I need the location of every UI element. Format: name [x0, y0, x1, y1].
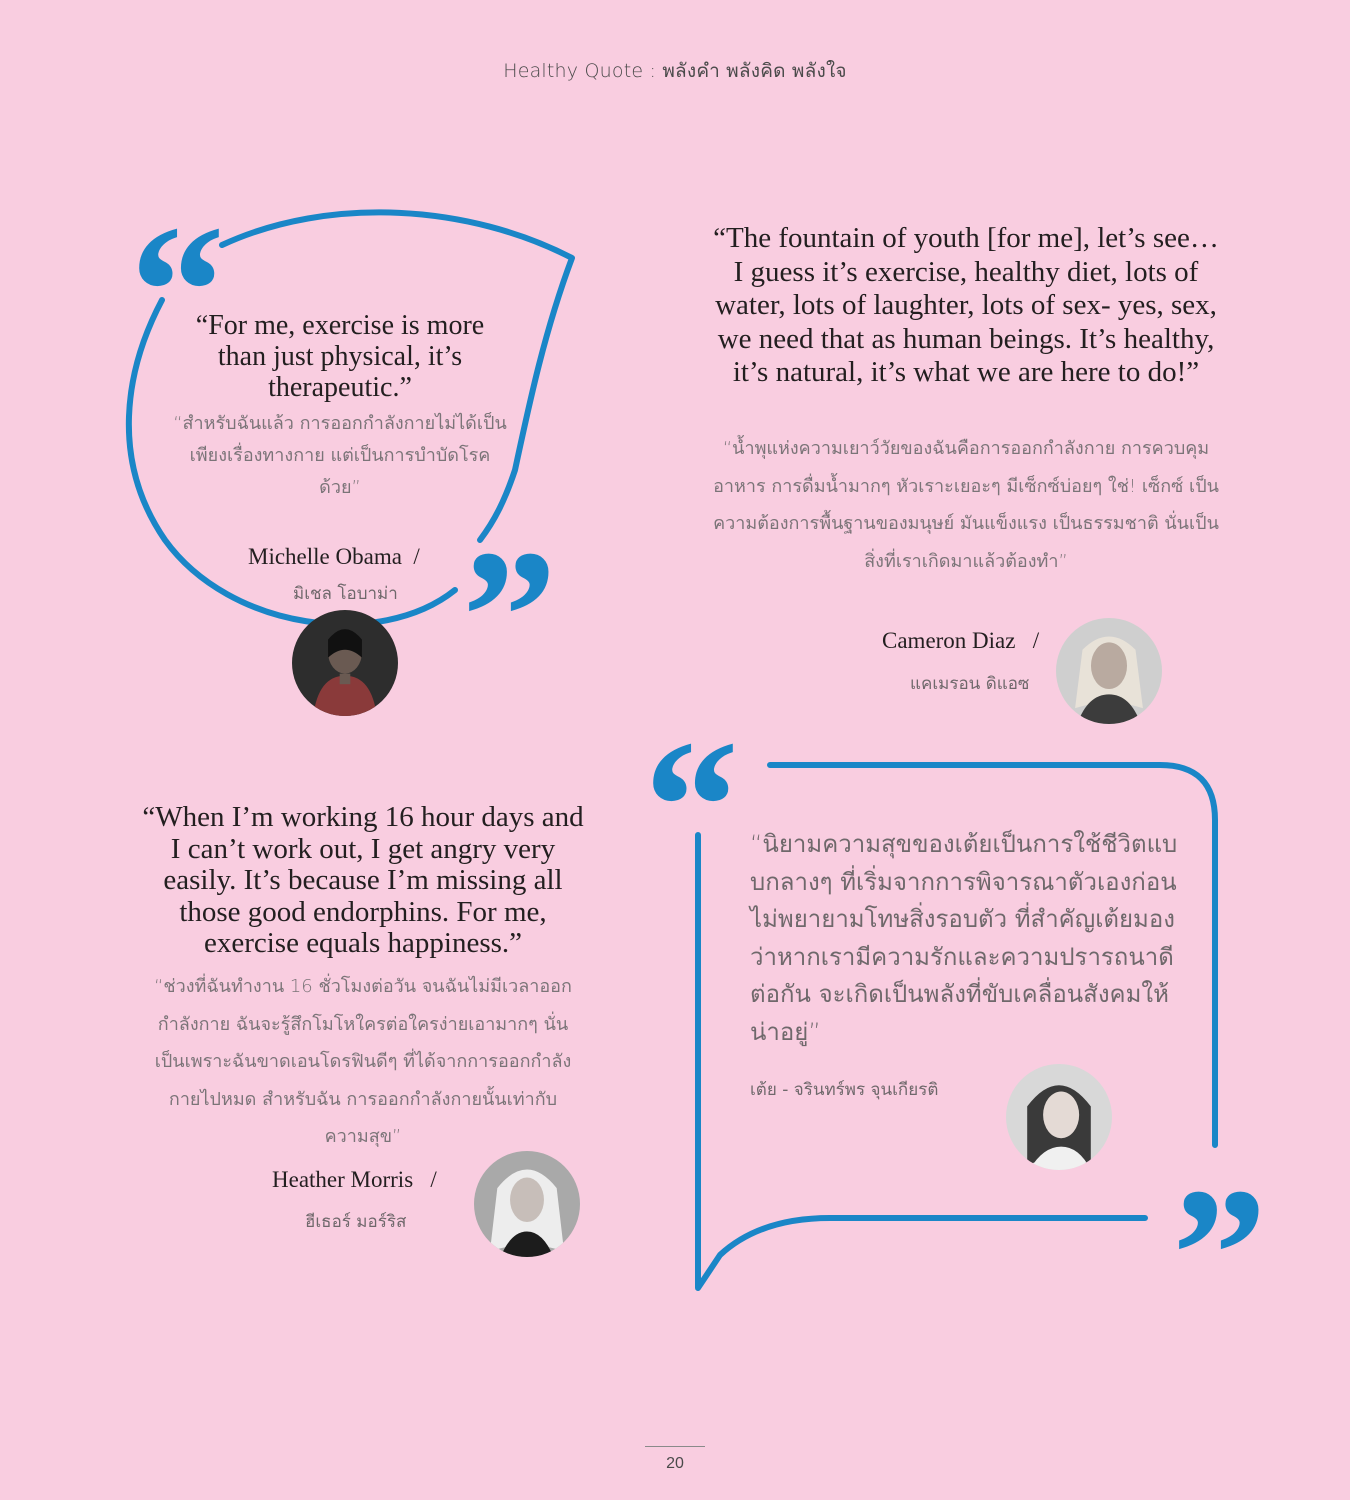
open-quote-icon: “ — [644, 702, 739, 912]
quote-thai: “นิยามความสุขของเต้ยเป็นการใช้ชีวิตแบบกลางๆ ที่เริ่มจากการพิจารณาตัวเองก่อน ไม่พยายามโทษสิ่งรอบตัว ที่สำคัญเต้ยมองว่าหากเรามีความรักและความปรารถนาดีต่อกัน จะเกิดเป็นพลังที่ขับเคลื่อนสังคมให้น่าอยู่” — [750, 830, 1178, 1046]
author-name: Cameron Diaz / — [882, 628, 1040, 653]
quote-thai: “ช่วงที่ฉันทำงาน 16 ชั่วโมงต่อวัน จนฉันไม่มีเวลาออกกำลังกาย ฉันจะรู้สึกโมโหใครต่อใครง่ายเอามากๆ นั่นเป็นเพราะฉันขาดเอนโดรฟินดีๆ ที่ได้จากการออกกำลังกายไปหมด สำหรับฉัน การออกกำลังกายนั้นเท่ากับความสุข” — [154, 976, 572, 1147]
avatar — [474, 1151, 580, 1257]
close-quote-icon: ” — [462, 512, 557, 722]
quote-thai: “น้ำพุแห่งความเยาว์วัยของฉันคือการออกกำลังกาย การควบคุมอาหาร การดื่มน้ำมากๆ หัวเราะเยอะๆ มีเซ็กซ์บ่อยๆ ใช่! เซ็กซ์ เป็นความต้องการพื้นฐานของมนุษย์ มันแข็งแรง เป็นธรรมชาติ นั่นเป็นสิ่งที่เราเกิดมาแล้วต้องทำ” — [713, 438, 1219, 572]
author-name-thai: ฮีเธอร์ มอร์ริส — [305, 1212, 407, 1232]
quote-thai: “สำหรับฉันแล้ว การออกกำลังกายไม่ได้เป็นเพียงเรื่องทางกาย แต่เป็นการบำบัดโรคด้วย” — [173, 413, 507, 498]
page-header: Healthy Quote : พลังคำ พลังคิด พลังใจ — [503, 60, 847, 82]
quote-english: “When I’m working 16 hour days and I can’t work out, I get angry very easily. It’s because I’m missing all those good endorphins. For me, exercise equals happiness.” — [142, 801, 584, 959]
quote-english: “The fountain of youth [for me], let’s see…I guess it’s exercise, healthy diet, lots of water, lots of laughter, lots of sex- yes, sex, we need that as human beings. It’s healthy, it’s natural, it’s what we are here to do!” — [713, 222, 1219, 388]
close-quote-icon: ” — [1172, 1150, 1267, 1360]
author-name: Heather Morris / — [272, 1167, 437, 1192]
page-number: 20 — [666, 1455, 684, 1472]
author-name-thai: เต้ย - จรินทร์พร จุนเกียรติ — [750, 1080, 939, 1100]
avatar — [292, 610, 398, 716]
open-quote-icon: “ — [130, 187, 225, 397]
page-number-rule — [645, 1446, 705, 1447]
avatar — [1006, 1064, 1112, 1170]
quote-english: “For me, exercise is more than just physical, it’s therapeutic.” — [195, 310, 485, 403]
author-name-thai: มิเชล โอบาม่า — [293, 584, 398, 604]
avatar — [1056, 618, 1162, 724]
author-name-thai: แคเมรอน ดิแอซ — [910, 674, 1030, 694]
author-name: Michelle Obama / — [248, 544, 420, 569]
